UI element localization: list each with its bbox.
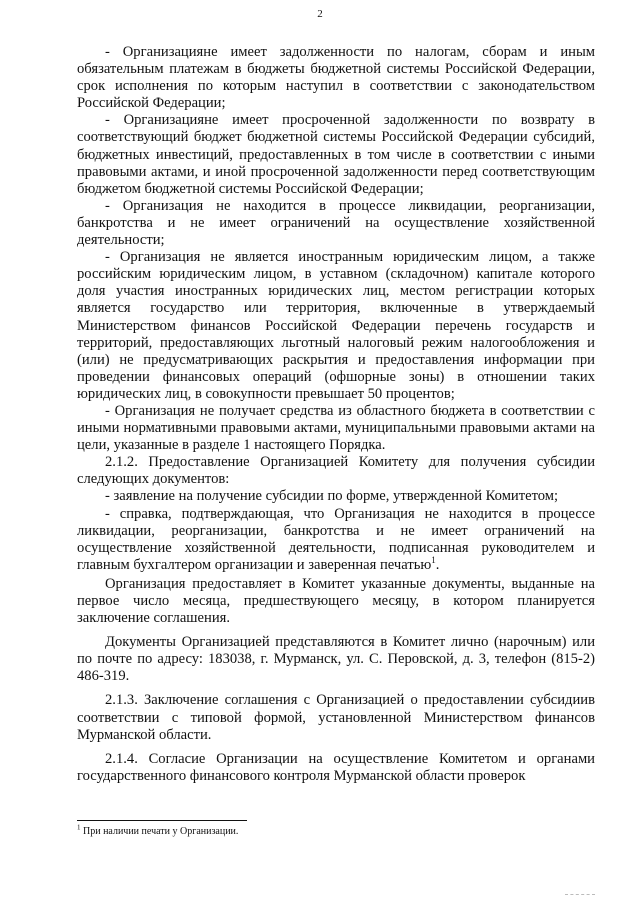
certificate-end-period: .: [435, 556, 440, 573]
paragraph-documents-date: Организация предоставляет в Комитет указанные документы, выданные на первое число месяца, предшествующего месяцу, в котором планируется заключение соглашения.: [77, 575, 595, 627]
footnote: [77, 823, 595, 838]
document-body: [77, 44, 595, 785]
certificate-text: - справка, подтверждающая, что Организация не находится в процессе ликвидации, реорганизации, банкротства и не имеет ограничений на осуществление хозяйственной деятельности, подписанная руководителем и главным бухгалтером организации и заверенная печатью: [77, 505, 595, 573]
paragraph-2-1-3: 2.1.3. Заключение соглашения с Организацией о предоставлении субсидиив соответствии с типовой формой, установленной Министерством финансов Мурманской области.: [77, 692, 595, 743]
paragraph-2-1-4: 2.1.4. Согласие Организации на осуществление Комитетом и органами государственного финансового контроля Мурманской области проверок: [77, 750, 595, 784]
footnote-mark: 1: [77, 823, 81, 832]
paragraph-no-regional-funds: - Организация не получает средства из областного бюджета в соответствии с иными нормативными правовыми актами, муниципальными правовыми актами на цели, указанные в разделе 1 настоящего Порядка.: [77, 402, 595, 454]
footnote-divider: [77, 820, 247, 821]
paragraph-no-tax-debt: - Организацияне имеет задолженности по налогам, сборам и иным обязательным платежам в бюджеты бюджетной системы Российской Федерации, срок исполнения по которым наступил в соответствии с законодательством Российской Федерации;: [77, 44, 595, 112]
footnote-text: При наличии печати у Организации.: [80, 826, 239, 837]
paragraph-2-1-2: 2.1.2. Предоставление Организацией Комитету для получения субсидии следующих документов:: [77, 454, 595, 488]
paragraph-no-liquidation: - Организация не находится в процессе ликвидации, реорганизации, банкротства и не имеет ограничений на осуществление хозяйственной деятельности;: [77, 197, 595, 249]
paragraph-no-overdue-debt: - Организацияне имеет просроченной задолженности по возврату в соответствующий бюджет бюджетной системы Российской Федерации субсидий, бюджетных инвестиций, предоставленных в том числе в соответствии с иными правовыми актами, и иной просроченной задолженности перед соответствующим бюджетом бюджетной системы Российской Федерации;: [77, 112, 595, 197]
paragraph-submission-address: Документы Организацией представляются в Комитет лично (нарочным) или по почте по адресу: 183038, г. Мурманск, ул. С. Перовской, д. 3, телефон (815-2) 486-319.: [77, 634, 595, 685]
paragraph-certificate: [77, 506, 595, 574]
paragraph-not-foreign-entity: - Организация не является иностранным юридическим лицом, а также российским юридическим лицом, в уставном (складочном) капитале которого доля участия иностранных юридических лиц, местом регистрации которых является государство или территория, включенные в утверждаемый Министерством финансов Российской Федерации перечень государств и территорий, предоставляющих льготный налоговый режим налогообложения и (или) не предусматривающих раскрытия и предоставления информации при проведении финансовых операций (офшорные зоны) в отношении таких юридических лиц, в совокупности превышает 50 процентов;: [77, 249, 595, 402]
page-number: 2: [317, 8, 323, 20]
paragraph-application: - заявление на получение субсидии по форме, утвержденной Комитетом;: [105, 488, 559, 505]
footnote-reference: 1: [431, 554, 436, 565]
scan-artifact-line: [565, 894, 595, 895]
